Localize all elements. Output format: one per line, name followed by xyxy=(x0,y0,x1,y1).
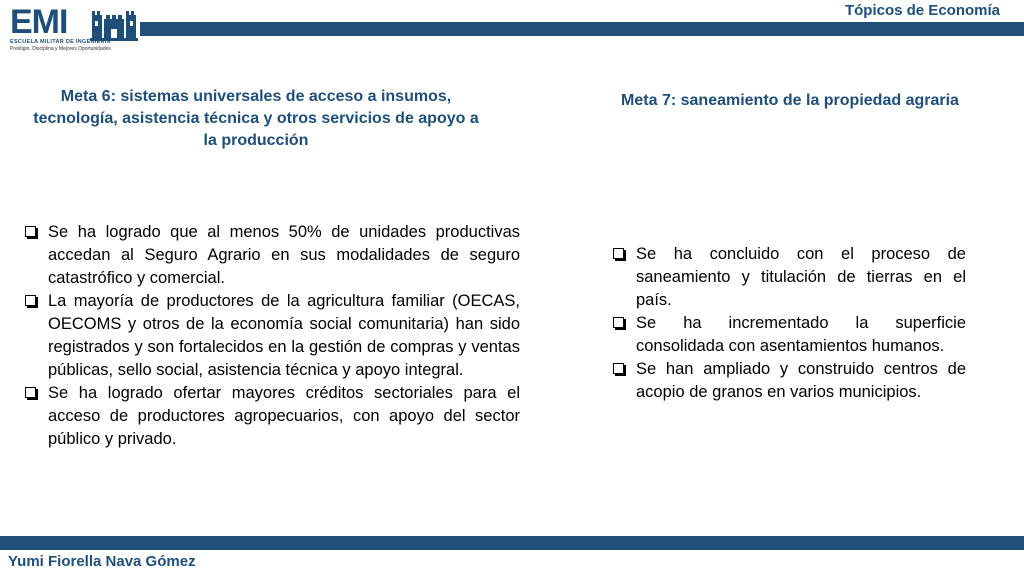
checkbox-bullet-icon xyxy=(25,387,36,398)
logo-acronym: EMI xyxy=(10,3,68,41)
checkbox-bullet-icon xyxy=(25,295,36,306)
emi-logo xyxy=(6,3,138,53)
logo-motto: Prestigio, Disciplina y Mejores Oportunidades xyxy=(10,46,111,52)
meta-6-bullet-list xyxy=(24,221,520,451)
castle-icon xyxy=(90,5,138,41)
meta-6-heading: Meta 6: sistemas universales de acceso a insumos, tecnología, asistencia técnica y otros servicios de apoyo a la producción xyxy=(33,88,479,149)
author-name: Yumi Fiorella Nava Gómez xyxy=(8,553,196,570)
bullet-text: La mayoría de productores de la agricultura familiar (OECAS, OECOMS y otros de la economía social comunitaria) han sido registrados y son fortalecidos en la gestión de compras y ventas públicas, sello social, asistencia técnica y apoyo integral. xyxy=(48,292,520,379)
checkbox-bullet-icon xyxy=(25,226,36,237)
list-item xyxy=(612,358,966,404)
list-item xyxy=(24,382,520,451)
bullet-text: Se ha logrado ofertar mayores créditos sectoriales para el acceso de productores agropecuarios, con apoyo del sector público y privado. xyxy=(48,384,520,448)
meta-7-bullet-list xyxy=(612,243,966,404)
bullet-text: Se ha incrementado la superficie consolidada con asentamientos humanos. xyxy=(636,314,966,355)
list-item xyxy=(24,221,520,290)
meta-7-heading: Meta 7: saneamiento de la propiedad agraria xyxy=(621,92,959,109)
bullet-text: Se ha concluido con el proceso de saneamiento y titulación de tierras en el país. xyxy=(636,245,966,309)
checkbox-bullet-icon xyxy=(613,248,624,259)
header-bar xyxy=(140,22,1024,36)
course-title: Tópicos de Economía xyxy=(844,2,1000,19)
bullet-text: Se han ampliado y construido centros de acopio de granos en varios municipios. xyxy=(636,360,966,401)
logo-school-name: ESCUELA MILITAR DE INGENIERÍA xyxy=(10,39,111,45)
list-item xyxy=(24,290,520,382)
checkbox-bullet-icon xyxy=(613,317,624,328)
checkbox-bullet-icon xyxy=(613,363,624,374)
list-item xyxy=(612,312,966,358)
bullet-text: Se ha logrado que al menos 50% de unidades productivas accedan al Seguro Agrario en sus modalidades de seguro catastrófico y comercial. xyxy=(48,223,520,287)
list-item xyxy=(612,243,966,312)
footer-bar xyxy=(0,536,1024,550)
